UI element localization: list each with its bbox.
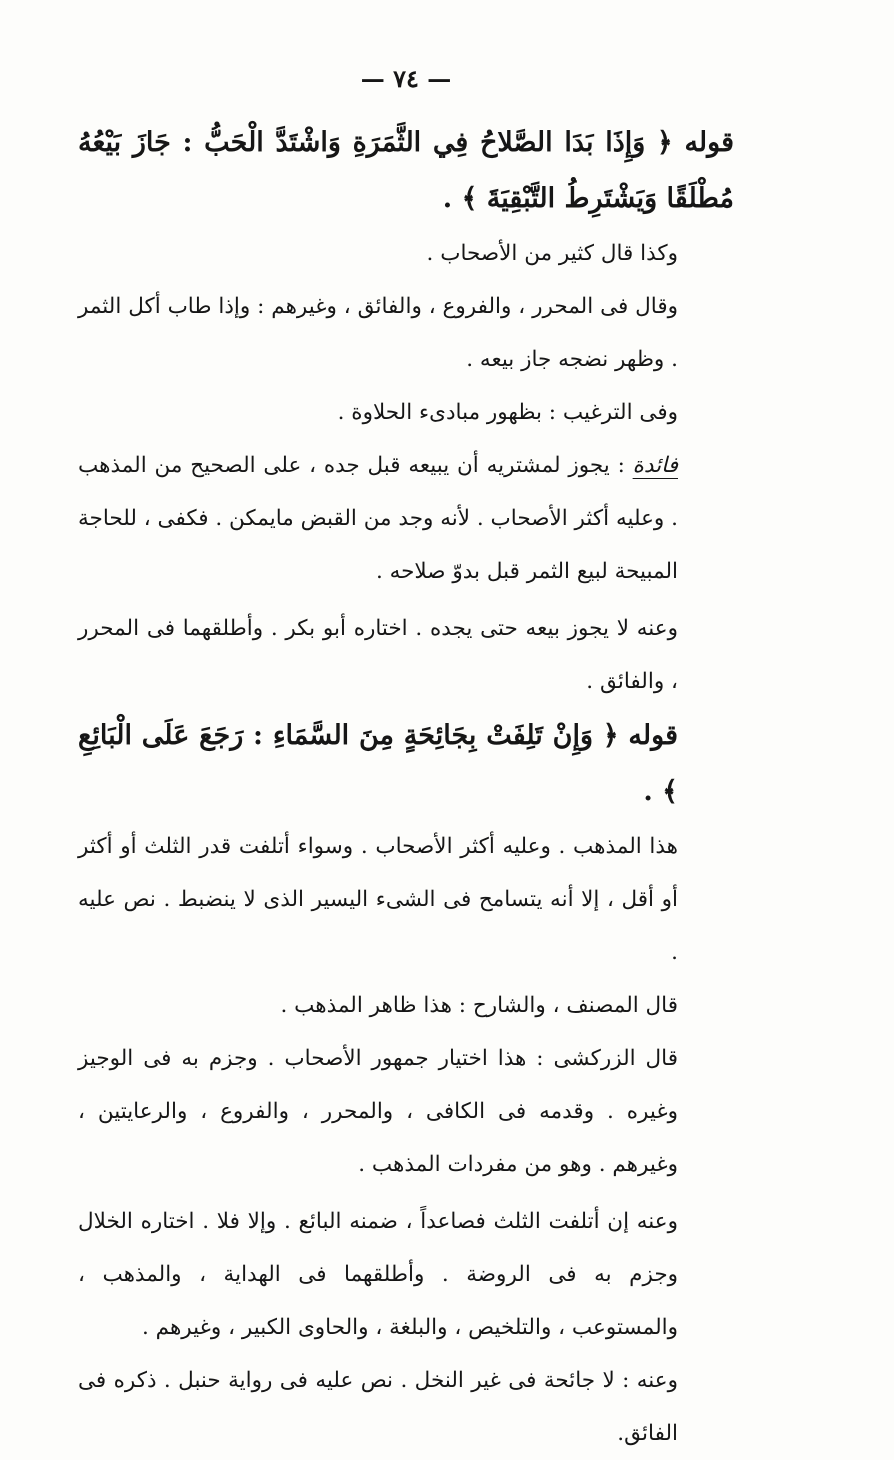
paragraph: وعنه لا يجوز بيعه حتى يجده . اختاره أبو بكر . وأطلقهما فى المحرر ، والفائق . <box>78 616 678 694</box>
benefit-text: : يجوز لمشتريه أن يبيعه قبل جده ، على الصحيح من المذهب . وعليه أكثر الأصحاب . لأنه وجد من القبض مايمكن . فكفى ، للحاجة المبيحة لبيع الثمر قبل بدوّ صلاحه . <box>78 453 678 584</box>
paragraph: وفى الترغيب : بظهور مبادىء الحلاوة . <box>337 400 678 425</box>
body-text <box>78 115 734 1460</box>
paragraph: وقال فى المحرر ، والفروع ، والفائق ، وغيرهم : وإذا طاب أكل الثمر . وظهر نضجه جاز بيعه . <box>78 294 678 372</box>
paragraph: وكذا قال كثير من الأصحاب . <box>426 241 678 266</box>
page-number: — ٧٤ — <box>360 64 452 93</box>
paragraph: وعنه : لا جائحة فى غير النخل . نص عليه فى رواية حنبل . ذكره فى الفائق. <box>78 1368 678 1446</box>
paragraph <box>78 439 734 598</box>
quoted-passage: قوله ﴿ وَإِنْ تَلِفَتْ بِجَائِحَةٍ مِنَ السَّمَاءِ : رَجَعَ عَلَى الْبَائِعِ ﴾ . <box>78 720 678 807</box>
paragraph: وعنه إن أتلفت الثلث فصاعداً ، ضمنه البائع . وإلا فلا . اختاره الخلال وجزم به فى الروضة . وأطلقهما فى الهداية ، والمذهب ، والمستوعب ، والتلخيص ، والبلغة ، والحاوى الكبير ، وغيرهم . <box>78 1209 678 1340</box>
quoted-passage: قوله ﴿ وَإِذَا بَدَا الصَّلاحُ فِي الثَّمَرَةِ وَاشْتَدَّ الْحَبُّ : جَازَ بَيْعُهُ مُطْلَقًا وَيَشْتَرِطُ التَّبْقِيَةَ ﴾ . <box>78 127 734 214</box>
paragraph: قال المصنف ، والشارح : هذا ظاهر المذهب . <box>280 993 678 1018</box>
paragraph: هذا المذهب . وعليه أكثر الأصحاب . وسواء أتلفت قدر الثلث أو أكثر أو أقل ، إلا أنه يتسامح فى الشىء اليسير الذى لا ينضبط . نص عليه . <box>78 834 678 965</box>
paragraph: قال الزركشى : هذا اختيار جمهور الأصحاب . وجزم به فى الوجيز وغيره . وقدمه فى الكافى ، والمحرر ، والفروع ، والرعايتين ، وغيرهم . وهو من مفردات المذهب . <box>78 1046 678 1177</box>
benefit-label: فائدة <box>632 453 678 478</box>
